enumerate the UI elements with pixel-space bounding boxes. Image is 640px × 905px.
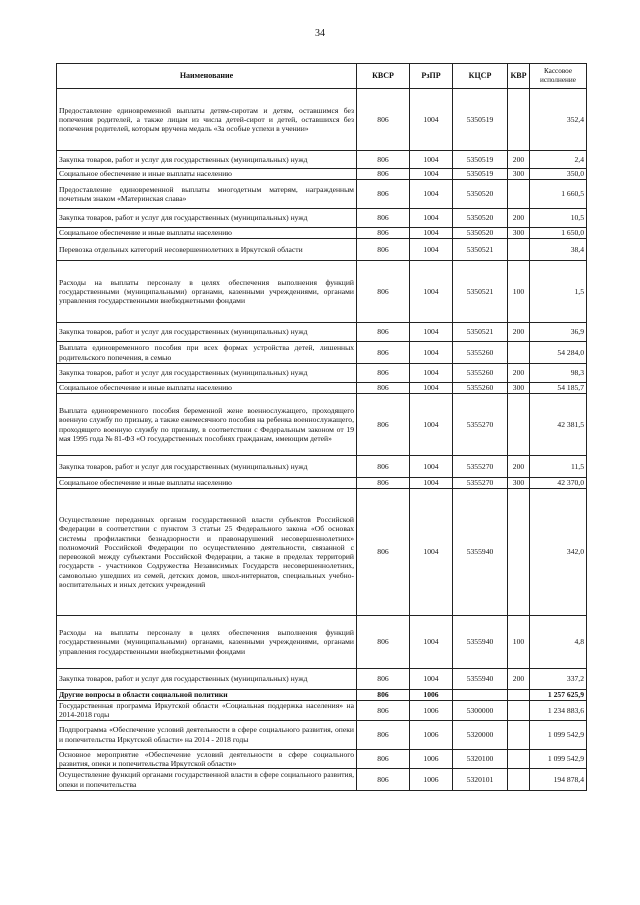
row-amount-cell: 2,4 bbox=[530, 151, 587, 169]
table-row bbox=[57, 323, 587, 342]
row-rzpr-cell: 1004 bbox=[410, 151, 453, 169]
row-amount-cell: 342,0 bbox=[530, 489, 587, 616]
row-kvsr-cell: 806 bbox=[357, 383, 410, 394]
row-rzpr-cell: 1006 bbox=[410, 701, 453, 721]
row-kvsr-cell: 806 bbox=[357, 720, 410, 749]
row-rzpr-cell: 1004 bbox=[410, 669, 453, 690]
row-kcsr-cell bbox=[453, 690, 508, 701]
row-kvr-cell bbox=[508, 690, 530, 701]
row-rzpr-cell: 1004 bbox=[410, 383, 453, 394]
row-rzpr-cell: 1004 bbox=[410, 342, 453, 364]
row-name-cell: Закупка товаров, работ и услуг для государственных (муниципальных) нужд bbox=[57, 151, 357, 169]
row-name-cell: Социальное обеспечение и иные выплаты населению bbox=[57, 169, 357, 180]
row-kvsr-cell: 806 bbox=[357, 169, 410, 180]
row-kvsr-cell: 806 bbox=[357, 749, 410, 769]
table-row bbox=[57, 701, 587, 721]
row-kvr-cell: 300 bbox=[508, 383, 530, 394]
row-kvr-cell bbox=[508, 239, 530, 261]
row-kvsr-cell: 806 bbox=[357, 364, 410, 383]
row-rzpr-cell: 1004 bbox=[410, 323, 453, 342]
row-kvr-cell: 200 bbox=[508, 151, 530, 169]
row-name-cell: Государственная программа Иркутской области «Социальная поддержка населения» на 2014-2018 годы bbox=[57, 701, 357, 721]
row-rzpr-cell: 1004 bbox=[410, 261, 453, 323]
row-kvr-cell: 200 bbox=[508, 364, 530, 383]
table-body bbox=[57, 89, 587, 791]
table-row bbox=[57, 89, 587, 151]
row-amount-cell: 4,8 bbox=[530, 616, 587, 669]
table-row bbox=[57, 342, 587, 364]
row-kcsr-cell: 5350521 bbox=[453, 261, 508, 323]
header-kvr: КВР bbox=[508, 64, 530, 89]
row-kvr-cell: 100 bbox=[508, 261, 530, 323]
row-name-cell: Закупка товаров, работ и услуг для государственных (муниципальных) нужд bbox=[57, 669, 357, 690]
row-name-cell: Подпрограмма «Обеспечение условий деятельности в сфере социального развития, опеки и попечительства Иркутской области» на 2014 - 2018 годы bbox=[57, 720, 357, 749]
row-name-cell: Осуществление функций органами государственной власти в сфере социального развития, опеки и попечительства bbox=[57, 769, 357, 791]
row-kvsr-cell: 806 bbox=[357, 669, 410, 690]
row-kvsr-cell: 806 bbox=[357, 690, 410, 701]
row-amount-cell: 54 284,0 bbox=[530, 342, 587, 364]
row-amount-cell: 1,5 bbox=[530, 261, 587, 323]
row-kvr-cell: 200 bbox=[508, 456, 530, 478]
row-name-cell: Расходы на выплаты персоналу в целях обеспечения выполнения функций государственными (муниципальными) органами, казенными учреждениями, органами управления государственными внебюджетными фондами bbox=[57, 261, 357, 323]
row-amount-cell: 1 257 625,9 bbox=[530, 690, 587, 701]
row-rzpr-cell: 1006 bbox=[410, 749, 453, 769]
row-kcsr-cell: 5355940 bbox=[453, 669, 508, 690]
row-amount-cell: 98,3 bbox=[530, 364, 587, 383]
row-amount-cell: 352,4 bbox=[530, 89, 587, 151]
row-rzpr-cell: 1004 bbox=[410, 209, 453, 228]
row-rzpr-cell: 1006 bbox=[410, 690, 453, 701]
row-kcsr-cell: 5350521 bbox=[453, 239, 508, 261]
row-amount-cell: 42 370,0 bbox=[530, 478, 587, 489]
row-kvsr-cell: 806 bbox=[357, 616, 410, 669]
row-kvsr-cell: 806 bbox=[357, 769, 410, 791]
row-kvsr-cell: 806 bbox=[357, 89, 410, 151]
row-amount-cell: 1 099 542,9 bbox=[530, 749, 587, 769]
row-rzpr-cell: 1006 bbox=[410, 769, 453, 791]
row-kvsr-cell: 806 bbox=[357, 478, 410, 489]
row-kvsr-cell: 806 bbox=[357, 180, 410, 209]
row-rzpr-cell: 1004 bbox=[410, 169, 453, 180]
table-row bbox=[57, 616, 587, 669]
row-rzpr-cell: 1004 bbox=[410, 394, 453, 456]
row-kvr-cell: 300 bbox=[508, 228, 530, 239]
row-kvr-cell: 200 bbox=[508, 209, 530, 228]
row-name-cell: Социальное обеспечение и иные выплаты населению bbox=[57, 383, 357, 394]
row-kvr-cell bbox=[508, 489, 530, 616]
row-kvr-cell: 300 bbox=[508, 478, 530, 489]
row-rzpr-cell: 1004 bbox=[410, 478, 453, 489]
header-rzpr: РзПР bbox=[410, 64, 453, 89]
row-name-cell: Осуществление переданных органам государственной власти субъектов Российской Федерации в соответствии с пунктом 3 статьи 25 Федерального закона «Об основах системы профилактики безнадзорности и правонарушений несовершеннолетних» полномочий Российской Федерации по осуществлению деятельности, связанной с перевозкой между субъектами Российской Федерации, а также в пределах территорий государств - участников Содружества Независимых Государств несовершеннолетних, самовольно ушедших из семей, детских домов, школ-интернатов, специальных учебно-воспитательных и иных детских учреждений bbox=[57, 489, 357, 616]
row-rzpr-cell: 1006 bbox=[410, 720, 453, 749]
page-number: 34 bbox=[315, 28, 325, 39]
row-kvr-cell bbox=[508, 180, 530, 209]
row-kvr-cell bbox=[508, 394, 530, 456]
row-kcsr-cell: 5350520 bbox=[453, 228, 508, 239]
table-row bbox=[57, 180, 587, 209]
row-kcsr-cell: 5350520 bbox=[453, 180, 508, 209]
table-row bbox=[57, 489, 587, 616]
row-kvr-cell bbox=[508, 89, 530, 151]
row-kcsr-cell: 5355270 bbox=[453, 394, 508, 456]
row-name-cell: Закупка товаров, работ и услуг для государственных (муниципальных) нужд bbox=[57, 456, 357, 478]
row-rzpr-cell: 1004 bbox=[410, 616, 453, 669]
row-name-cell: Закупка товаров, работ и услуг для государственных (муниципальных) нужд bbox=[57, 323, 357, 342]
table-row bbox=[57, 383, 587, 394]
row-name-cell: Расходы на выплаты персоналу в целях обеспечения выполнения функций государственными (муниципальными) органами, казенными учреждениями, органами управления государственными внебюджетными фондами bbox=[57, 616, 357, 669]
row-name-cell: Социальное обеспечение и иные выплаты населению bbox=[57, 228, 357, 239]
table-row bbox=[57, 478, 587, 489]
row-amount-cell: 1 660,5 bbox=[530, 180, 587, 209]
table-row bbox=[57, 169, 587, 180]
row-rzpr-cell: 1004 bbox=[410, 239, 453, 261]
row-amount-cell: 11,5 bbox=[530, 456, 587, 478]
row-kvsr-cell: 806 bbox=[357, 701, 410, 721]
row-kcsr-cell: 5355260 bbox=[453, 364, 508, 383]
row-amount-cell: 38,4 bbox=[530, 239, 587, 261]
table-header-row bbox=[57, 64, 587, 89]
row-rzpr-cell: 1004 bbox=[410, 89, 453, 151]
table-row bbox=[57, 209, 587, 228]
table-row bbox=[57, 669, 587, 690]
row-kvsr-cell: 806 bbox=[357, 209, 410, 228]
row-kvr-cell: 200 bbox=[508, 669, 530, 690]
row-kcsr-cell: 5355260 bbox=[453, 342, 508, 364]
row-amount-cell: 54 185,7 bbox=[530, 383, 587, 394]
table-row bbox=[57, 239, 587, 261]
budget-execution-table bbox=[56, 63, 587, 791]
header-amount: Кассовое исполнение bbox=[530, 64, 587, 89]
row-rzpr-cell: 1004 bbox=[410, 364, 453, 383]
row-amount-cell: 1 099 542,9 bbox=[530, 720, 587, 749]
row-kcsr-cell: 5320100 bbox=[453, 749, 508, 769]
row-kvsr-cell: 806 bbox=[357, 323, 410, 342]
row-amount-cell: 36,9 bbox=[530, 323, 587, 342]
row-name-cell: Выплата единовременного пособия при всех формах устройства детей, лишенных родительского попечения, в семью bbox=[57, 342, 357, 364]
table-row bbox=[57, 151, 587, 169]
header-kcsr: КЦСР bbox=[453, 64, 508, 89]
row-kcsr-cell: 5320101 bbox=[453, 769, 508, 791]
row-kvsr-cell: 806 bbox=[357, 261, 410, 323]
row-rzpr-cell: 1004 bbox=[410, 489, 453, 616]
row-amount-cell: 1 234 883,6 bbox=[530, 701, 587, 721]
table-row bbox=[57, 769, 587, 791]
table-row bbox=[57, 228, 587, 239]
row-amount-cell: 42 381,5 bbox=[530, 394, 587, 456]
row-name-cell: Другие вопросы в области социальной политики bbox=[57, 690, 357, 701]
row-kcsr-cell: 5350519 bbox=[453, 89, 508, 151]
row-kvr-cell: 300 bbox=[508, 169, 530, 180]
row-kvr-cell bbox=[508, 769, 530, 791]
table-row bbox=[57, 456, 587, 478]
row-kcsr-cell: 5350519 bbox=[453, 151, 508, 169]
row-kcsr-cell: 5350519 bbox=[453, 169, 508, 180]
row-kcsr-cell: 5300000 bbox=[453, 701, 508, 721]
table-row bbox=[57, 261, 587, 323]
row-name-cell: Основное мероприятие «Обеспечение условий деятельности в сфере социального развития, опеки и попечительства Иркутской области» bbox=[57, 749, 357, 769]
row-rzpr-cell: 1004 bbox=[410, 456, 453, 478]
row-kvsr-cell: 806 bbox=[357, 151, 410, 169]
row-amount-cell: 337,2 bbox=[530, 669, 587, 690]
row-kcsr-cell: 5355270 bbox=[453, 478, 508, 489]
row-name-cell: Предоставление единовременной выплаты многодетным матерям, награжденным почетным знаком «Материнская слава» bbox=[57, 180, 357, 209]
row-name-cell: Закупка товаров, работ и услуг для государственных (муниципальных) нужд bbox=[57, 209, 357, 228]
row-kvsr-cell: 806 bbox=[357, 456, 410, 478]
row-kvsr-cell: 806 bbox=[357, 489, 410, 616]
row-kcsr-cell: 5355260 bbox=[453, 383, 508, 394]
row-rzpr-cell: 1004 bbox=[410, 228, 453, 239]
row-amount-cell: 194 878,4 bbox=[530, 769, 587, 791]
row-kvr-cell: 200 bbox=[508, 323, 530, 342]
table-row bbox=[57, 394, 587, 456]
table-row bbox=[57, 749, 587, 769]
row-rzpr-cell: 1004 bbox=[410, 180, 453, 209]
row-kcsr-cell: 5355940 bbox=[453, 489, 508, 616]
row-name-cell: Социальное обеспечение и иные выплаты населению bbox=[57, 478, 357, 489]
row-kcsr-cell: 5350521 bbox=[453, 323, 508, 342]
header-kvsr: КВСР bbox=[357, 64, 410, 89]
row-kvr-cell bbox=[508, 749, 530, 769]
row-kcsr-cell: 5355270 bbox=[453, 456, 508, 478]
row-kvr-cell bbox=[508, 701, 530, 721]
row-name-cell: Выплата единовременного пособия беременной жене военнослужащего, проходящего военную службу по призыву, а также ежемесячного пособия на ребенка военнослужащего, проходящего военную службу по призыву, в соответствии с Федеральным законом от 19 мая 1995 года № 81-ФЗ «О государственных пособиях гражданам, имеющим детей» bbox=[57, 394, 357, 456]
row-kvr-cell: 100 bbox=[508, 616, 530, 669]
row-kvr-cell bbox=[508, 720, 530, 749]
row-name-cell: Перевозка отдельных категорий несовершеннолетних в Иркутской области bbox=[57, 239, 357, 261]
row-kvsr-cell: 806 bbox=[357, 228, 410, 239]
table-row bbox=[57, 690, 587, 701]
row-amount-cell: 350,0 bbox=[530, 169, 587, 180]
row-amount-cell: 1 650,0 bbox=[530, 228, 587, 239]
row-kvsr-cell: 806 bbox=[357, 342, 410, 364]
row-kvsr-cell: 806 bbox=[357, 239, 410, 261]
row-kcsr-cell: 5355940 bbox=[453, 616, 508, 669]
row-name-cell: Закупка товаров, работ и услуг для государственных (муниципальных) нужд bbox=[57, 364, 357, 383]
row-amount-cell: 10,5 bbox=[530, 209, 587, 228]
header-name: Наименование bbox=[57, 64, 357, 89]
table-row bbox=[57, 720, 587, 749]
row-kcsr-cell: 5320000 bbox=[453, 720, 508, 749]
row-kvr-cell bbox=[508, 342, 530, 364]
row-kvsr-cell: 806 bbox=[357, 394, 410, 456]
row-name-cell: Предоставление единовременной выплаты детям-сиротам и детям, оставшимся без попечения родителей, а также лицам из числа детей-сирот и детей, оставшихся без попечения родителей, которым вручена медаль «За особые успехи в учении» bbox=[57, 89, 357, 151]
row-kcsr-cell: 5350520 bbox=[453, 209, 508, 228]
table-row bbox=[57, 364, 587, 383]
